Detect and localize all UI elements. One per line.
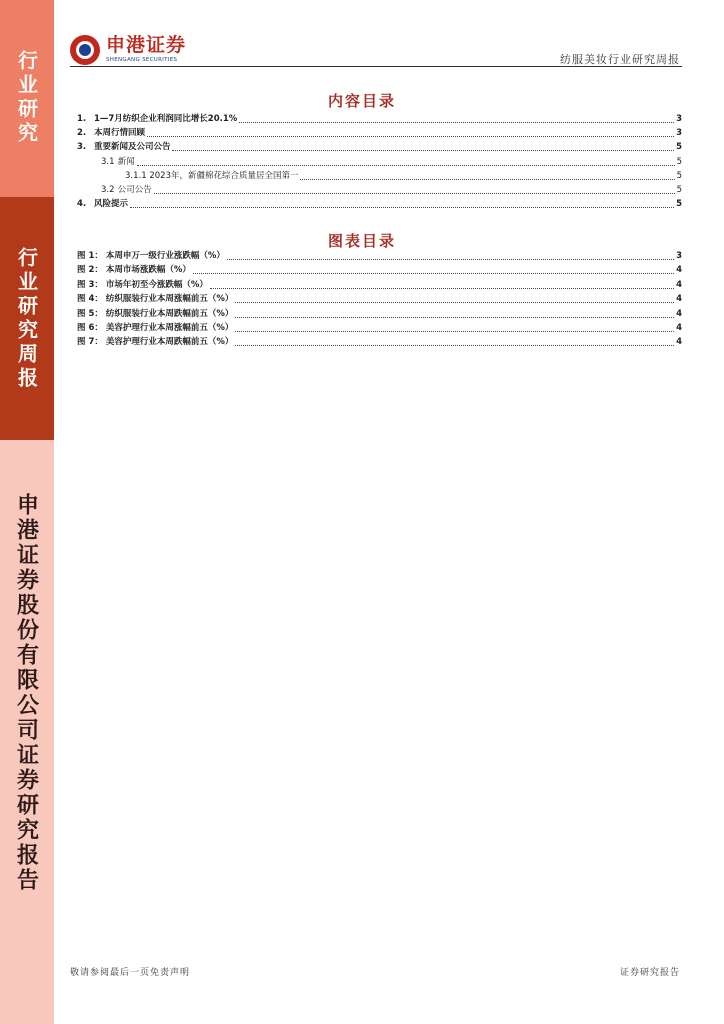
fig-entry-number: 图 4：: [77, 294, 103, 305]
fig-entry[interactable]: [77, 335, 682, 349]
fig-entry-page: 4: [676, 279, 682, 290]
toc-entry-leader: [137, 165, 675, 166]
toc-entry-label: 本周行情回顾: [93, 128, 145, 139]
footer-report-label: 证券研究报告: [619, 968, 680, 978]
toc-entry-number: 2.: [77, 128, 87, 139]
fig-entry-leader: [235, 331, 674, 332]
fig-entry-label: 市场年初至今涨跌幅（%）: [105, 279, 208, 290]
fig-entry-label: 美容护理行业本周涨幅前五（%）: [105, 323, 234, 333]
toc-entry-page: 5: [676, 142, 682, 153]
fig-entry-number: 图 2：: [77, 265, 103, 276]
fig-entry-page: 4: [676, 337, 682, 348]
toc-entry[interactable]: [77, 140, 682, 154]
fig-entry-label: 纺织服装行业本周跌幅前五（%）: [105, 308, 234, 319]
toc-entry-page: 3: [676, 114, 682, 124]
fig-entry[interactable]: [77, 263, 682, 277]
fig-entry-page: 4: [676, 308, 682, 319]
contents-title: 内容目录: [327, 92, 396, 110]
fig-entry-label: 本周申万一级行业涨跌幅（%）: [105, 251, 225, 261]
sidebar-block-label: 申港证券股份有限公司证券研究报告: [13, 493, 40, 893]
fig-entry-number: 图 7：: [77, 337, 103, 348]
toc-entry-number: 3.2: [101, 185, 115, 195]
fig-entry-leader: [235, 317, 674, 318]
toc-entry-leader: [172, 150, 674, 151]
toc-entry-label: 1—7月纺织企业利润同比增长20.1%: [93, 114, 238, 124]
toc-entry[interactable]: [77, 183, 682, 197]
header-divider: [70, 66, 682, 67]
toc-entry-label: 2023年，新疆棉花综合质量居全国第一: [149, 170, 299, 181]
fig-entry-leader: [235, 302, 674, 303]
toc-entry-leader: [130, 207, 674, 208]
fig-entry[interactable]: [77, 292, 682, 306]
fig-entry[interactable]: [77, 307, 682, 321]
toc-entry[interactable]: [77, 155, 682, 169]
sidebar-block-label: 行业研究周报: [14, 247, 39, 391]
toc-entry-page: 5: [676, 199, 682, 210]
sidebar: [0, 0, 54, 1024]
sidebar-block-company: [0, 440, 54, 1024]
toc-entry-label: 新闻: [117, 156, 135, 167]
toc-entry-leader: [147, 136, 674, 137]
fig-entry[interactable]: [77, 278, 682, 292]
toc-entry-leader: [239, 122, 674, 123]
toc-entry-leader: [300, 179, 674, 180]
fig-entry-label: 本周市场涨跌幅（%）: [105, 265, 191, 276]
fig-entry-leader: [193, 273, 674, 274]
fig-entry-number: 图 5：: [77, 308, 103, 319]
toc-entry[interactable]: [77, 126, 682, 140]
report-type: 纺服美妆行业研究周报: [560, 53, 680, 66]
toc-entry-number: 1.: [77, 114, 87, 124]
fig-entry-number: 图 1：: [77, 251, 103, 261]
toc-entry-number: 3.: [77, 142, 87, 153]
toc-entry-page: 3: [676, 128, 682, 139]
fig-entry[interactable]: [77, 321, 682, 335]
fig-entry-number: 图 6：: [77, 323, 103, 333]
toc-entry-page: 5: [676, 185, 682, 195]
logo-english-name: SHENGANG SECURITIES: [106, 57, 178, 64]
toc-entry[interactable]: [77, 197, 682, 211]
logo-icon: [70, 35, 100, 65]
fig-entry-leader: [227, 259, 674, 260]
fig-entry[interactable]: [77, 249, 682, 263]
toc-entry-page: 5: [676, 170, 682, 181]
fig-entry-leader: [235, 345, 674, 346]
toc-entry[interactable]: [77, 112, 682, 126]
toc-entry[interactable]: [77, 169, 682, 183]
toc-entry-label: 重要新闻及公司公告: [93, 142, 171, 153]
toc-entry-page: 5: [676, 156, 682, 167]
fig-entry-leader: [210, 288, 674, 289]
fig-entry-page: 4: [676, 294, 682, 305]
fig-entry-page: 4: [676, 265, 682, 276]
toc-entry-number: 4.: [77, 199, 87, 210]
fig-entry-number: 图 3：: [77, 279, 103, 290]
fig-entry-label: 美容护理行业本周跌幅前五（%）: [105, 337, 234, 348]
logo-chinese-name: 申港证券: [106, 34, 187, 57]
figures-title: 图表目录: [327, 232, 396, 250]
toc-entry-number: 3.1: [101, 156, 115, 167]
company-logo: [70, 35, 186, 65]
toc-entry-label: 风险提示: [93, 199, 128, 210]
footer-disclaimer: 敬请参阅最后一页免责声明: [70, 968, 191, 978]
fig-entry-page: 4: [676, 323, 682, 333]
fig-entry-page: 3: [676, 251, 682, 261]
toc-entry-number: 3.1.1: [125, 170, 147, 181]
toc-entry-label: 公司公告: [117, 185, 152, 195]
toc-entry-leader: [154, 193, 675, 194]
fig-entry-label: 纺织服装行业本周涨幅前五（%）: [105, 294, 234, 305]
sidebar-block-label: 行业研究: [14, 50, 39, 146]
